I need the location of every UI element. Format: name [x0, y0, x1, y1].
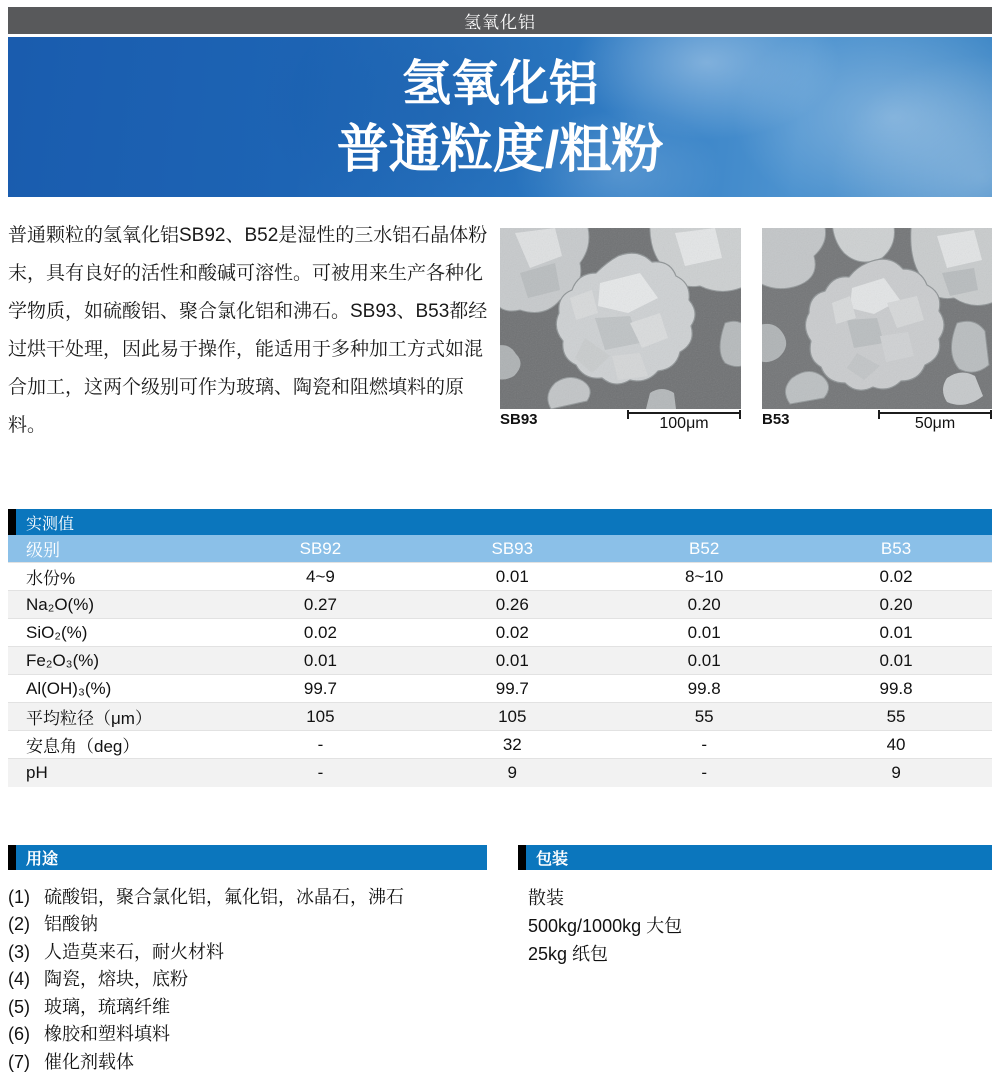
cell-value: 0.01 [879, 622, 913, 642]
use-item-number: (2) [8, 914, 30, 934]
packaging-section [518, 845, 992, 1077]
intro-paragraph: 普通颗粒的氢氧化铝SB92、B52是湿性的三水铝石晶体粉末，具有良好的活性和酸碱可溶性。可被用来生产各种化学物质，如硫酸铝、聚合氯化铝和沸石。SB93、B53都经过烘干处理，因此易于操作，能适用于多种加工方式如混合加工，这两个级别可作为玻璃、陶瓷和阻燃填料的原料。 [8, 225, 488, 436]
scale-value: 100μm [659, 415, 709, 432]
black-accent [8, 845, 16, 870]
cell-value: 99.7 [495, 678, 529, 698]
use-item [8, 939, 487, 967]
cell-value: 0.01 [303, 650, 337, 670]
use-item [8, 966, 487, 994]
micrograph-group [500, 228, 992, 445]
use-item-text: 催化剂载体 [44, 1051, 134, 1072]
cell-value: - [317, 762, 324, 782]
cell-value: 9 [891, 762, 901, 782]
sem-image-sb93 [500, 228, 741, 409]
table-row [8, 591, 992, 619]
table-row [8, 731, 992, 759]
use-item [8, 994, 487, 1022]
cell-value: 0.01 [495, 566, 529, 586]
column-header-sb92: SB92 [299, 538, 342, 558]
cell-value: 55 [694, 706, 714, 726]
cell-value: 0.02 [495, 622, 529, 642]
use-item-number: (3) [8, 941, 30, 962]
column-header-sb93: SB93 [491, 538, 534, 558]
spec-section [8, 509, 992, 787]
top-title: 氢氧化铝 [464, 13, 536, 32]
cell-value: 0.01 [879, 650, 913, 670]
scale-bar [878, 412, 992, 414]
row-label: Al(OH)₃(%) [26, 678, 112, 698]
use-item-text: 人造莫来石，耐火材料 [44, 941, 224, 962]
packaging-item: 散装 [528, 887, 564, 908]
uses-title: 用途 [26, 850, 59, 868]
column-header-b52: B52 [689, 538, 720, 558]
row-label: pH [26, 762, 48, 782]
cell-value: 40 [886, 734, 906, 754]
black-accent [8, 509, 16, 535]
row-label: 平均粒径（μm） [26, 709, 152, 728]
table-row [8, 619, 992, 647]
banner [8, 37, 992, 197]
cell-value: - [701, 734, 707, 754]
cell-value: 99.8 [687, 678, 721, 698]
cell-value: 0.01 [687, 650, 721, 670]
row-label: SiO₂(%) [26, 622, 88, 642]
use-item-number: (5) [8, 996, 30, 1017]
use-item-text: 玻璃，琉璃纤维 [44, 996, 170, 1017]
packaging-title: 包装 [536, 850, 569, 868]
cell-value: 4~9 [305, 566, 335, 586]
cell-value: 0.01 [687, 622, 721, 642]
packaging-item: 500kg/1000kg 大包 [528, 915, 683, 936]
use-item-text: 陶瓷，熔块，底粉 [44, 969, 188, 989]
use-item-number: (1) [8, 886, 30, 907]
row-label: 水份% [26, 569, 76, 588]
micrograph-label: SB93 [500, 411, 538, 428]
cell-value: 0.20 [687, 594, 721, 614]
cell-value: 0.02 [303, 622, 337, 642]
cell-value: 99.8 [879, 678, 913, 698]
cell-value: 55 [886, 706, 906, 726]
use-item-number: (6) [8, 1024, 30, 1044]
micrograph-b53 [762, 228, 992, 445]
cell-value: 8~10 [685, 566, 724, 586]
table-row [8, 675, 992, 703]
uses-list [8, 884, 487, 1077]
scale-bar [627, 412, 741, 414]
spec-table [8, 535, 992, 787]
cell-value: 105 [498, 706, 527, 726]
cell-value: 9 [507, 762, 518, 782]
cell-value: 0.02 [879, 566, 913, 586]
cell-value: - [317, 734, 324, 754]
spec-title-bar [8, 509, 992, 535]
table-row [8, 647, 992, 675]
packaging-title-bar [518, 845, 992, 870]
use-item [8, 1021, 487, 1049]
use-item-text: 铝酸钠 [44, 914, 98, 934]
table-row [8, 563, 992, 591]
table-row [8, 759, 992, 787]
spec-table-body [8, 563, 992, 787]
scale-value: 50μm [914, 415, 956, 432]
spec-header-row [8, 535, 992, 563]
packaging-list [518, 884, 992, 968]
cell-value: 0.20 [879, 594, 913, 614]
use-item [8, 911, 487, 939]
use-item-number: (7) [8, 1051, 30, 1072]
grade-header: 级别 [26, 541, 60, 560]
row-label: Fe₂O₃(%) [26, 650, 100, 670]
black-accent [518, 845, 526, 870]
cell-value: 0.26 [495, 594, 529, 614]
cell-value: 32 [502, 734, 522, 754]
cell-value: 99.7 [303, 678, 337, 698]
table-row [8, 703, 992, 731]
micrograph-sb93 [500, 228, 741, 445]
use-item-text: 硫酸铝，聚合氯化铝，氟化铝，冰晶石，沸石 [44, 886, 404, 907]
top-title-bar [8, 7, 992, 34]
packaging-item: 25kg 纸包 [528, 943, 609, 964]
use-item-number: (4) [8, 969, 30, 989]
uses-section [8, 845, 487, 1077]
cell-value: 105 [306, 706, 335, 726]
sem-image-b53 [762, 228, 992, 409]
uses-title-bar [8, 845, 487, 870]
banner-title-line2: 普通粒度/粗粉 [336, 120, 664, 179]
spec-title: 实测值 [26, 515, 75, 533]
cell-value: - [701, 762, 707, 782]
cell-value: 0.27 [303, 594, 337, 614]
row-label: Na₂O(%) [26, 594, 94, 614]
row-label: 安息角（deg） [26, 737, 140, 756]
use-item [8, 884, 487, 912]
micrograph-label: B53 [762, 411, 790, 428]
column-header-b53: B53 [880, 538, 912, 558]
use-item [8, 1049, 487, 1077]
cell-value: 0.01 [495, 650, 529, 670]
use-item-text: 橡胶和塑料填料 [44, 1024, 170, 1044]
banner-title-line1: 氢氧化铝 [401, 57, 598, 112]
